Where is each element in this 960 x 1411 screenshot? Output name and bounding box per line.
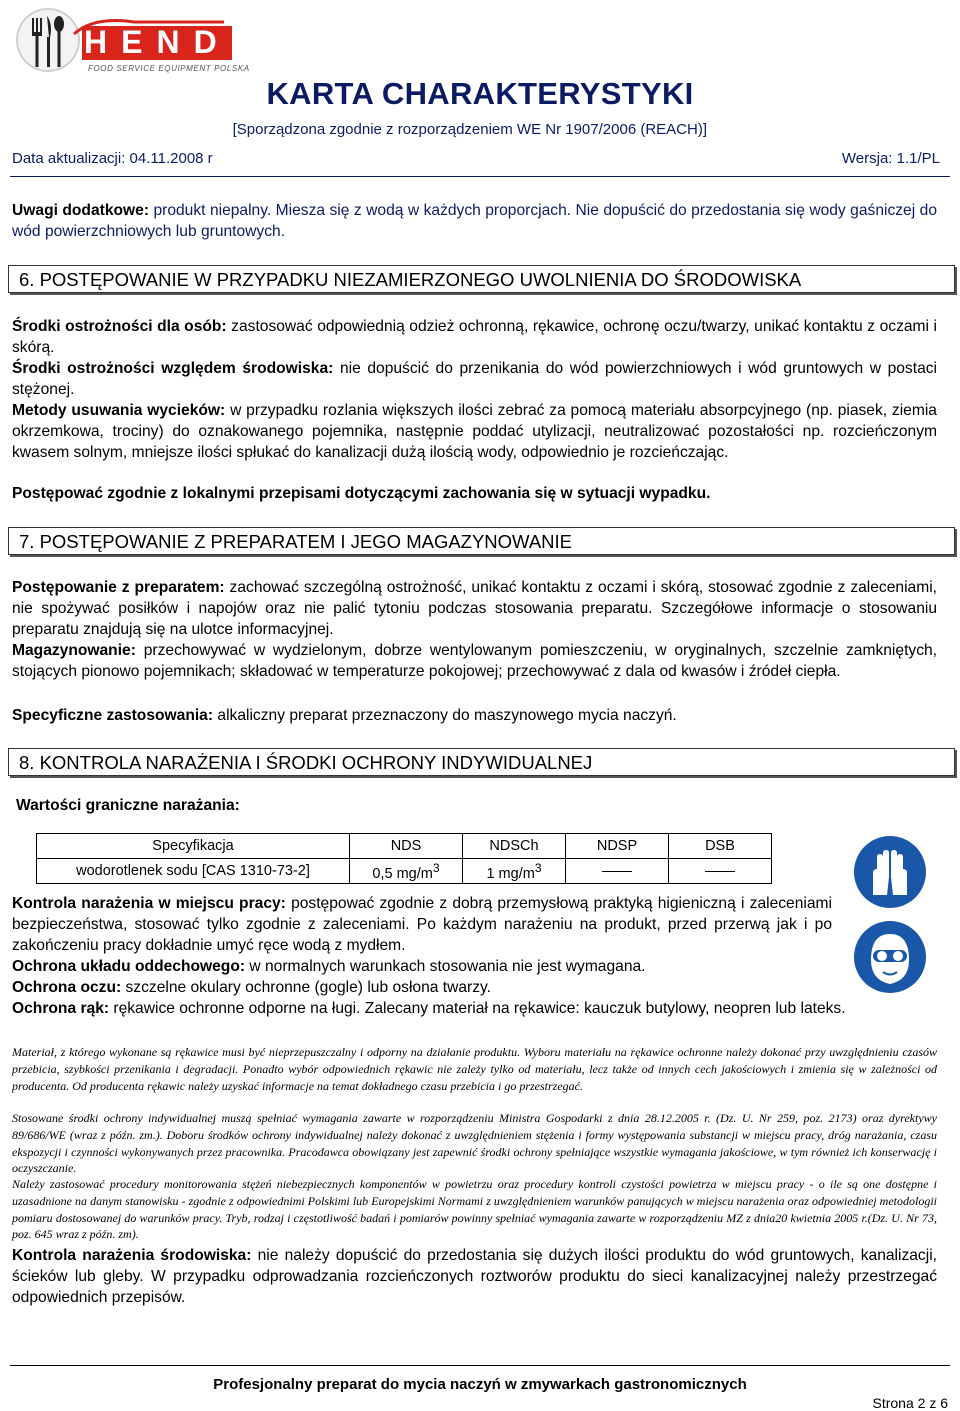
s6-p3-label: Metody usuwania wycieków: [12,402,226,419]
s8-eye-label: Ochrona oczu: [12,979,122,996]
s7-p2-text: przechowywać w wydzielonym, dobrze wentylowanym pomieszczeniu, w oryginalnych, szczelnie zamkniętych, stojących pionowo pojemnikach; składować w temperaturze pokojowej; przechowywać z dala od kwasów i źródeł ciepła. [12,642,937,680]
s7-p1-text: zachować szczególną ostrożność, unikać kontaktu z oczami i skórą, stosować zgodnie z zaleceniami, nie spożywać posiłków i napojów oraz nie palić tytoniu podczas stosowania preparatu. Szczegółowe informacje o stosowaniu preparatu znajdują się na ulotce informacyjnej. [12,579,937,638]
section-7-heading: 7. POSTĘPOWANIE Z PREPARATEM I JEGO MAGAZYNOWANIE [8,527,955,555]
notes-label: Uwagi dodatkowe: [12,202,150,219]
s8-workplace-control [12,893,832,956]
s6-p3-text: w przypadku rozlania większych ilości zebrać za pomocą materiału absorpcyjnego (np. piasek, ziemia okrzemkowa, trociny) do oznakowanego pojemnika, następnie poddać utylizacji, neutralizować pozostałości np. rozcieńczonym kwasem solnym, mniejsze ilości spłukać do kanalizacji dużą ilością wody, odpowiednio je rozcieńczając. [12,402,937,461]
s6-personal-precautions [12,316,937,358]
cell-ndsp [566,859,669,884]
update-date: Data aktualizacji: 04.11.2008 r [12,150,213,167]
document-subtitle: [Sporządzona zgodnie z rozporządzeniem WE Nr 1907/2006 (REACH)] [232,121,707,138]
s8-hand-protection [12,998,937,1019]
col-ndsch: NDSCh [463,834,566,859]
s6-local-regulations [12,483,937,504]
s6-p1-text: zastosować odpowiednią odzież ochronną, rękawice, ochronę oczu/twarzy, unikać kontaktu z oczami i skórą. [12,318,937,356]
header-divider [10,176,950,177]
section-6-heading: 6. POSTĘPOWANIE W PRZYPADKU NIEZAMIERZONEGO UWOLNIENIA DO ŚRODOWISKA [8,265,955,293]
page-number: Strona 2 z 6 [872,1395,948,1411]
s8-env-label: Kontrola narażenia środowiska: [12,1247,252,1264]
s8-eye-protection [12,977,937,998]
s6-p2-text: nie dopuścić do przenikania do wód powierzchniowych i wód gruntowych w postaci stężonej. [12,360,937,398]
cell-ndsch: 1 $mg/m^3$ [463,859,566,884]
gloves-pictogram-icon [853,835,927,909]
s8-hand-text: rękawice ochronne odporne na ługi. Zalecany materiał na rękawice: kauczuk butylowy, neopren lub lateks. [109,1000,846,1017]
s8-resp-label: Ochrona układu oddechowego: [12,958,246,975]
col-dsb: DSB [669,834,772,859]
s8-work-text: postępować zgodnie z dobrą przemysłową praktyką higieniczną i zaleceniami bezpieczeństwa, stosować tylko zgodnie z zaleceniami. Po każdym narażeniu na produkt, przed przerwą jak i po zakończeniu pracy dokładnie umyć ręce wodą z mydłem. [12,895,832,954]
s8-respiratory [12,956,937,977]
section-8-heading: 8. KONTROLA NARAŻENIA I ŚRODKI OCHRONY INDYWIDUALNEJ [8,748,955,776]
footer-divider [10,1365,950,1366]
exposure-limits-title: Wartości graniczne narażania: [16,797,240,814]
notes-text: produkt niepalny. Miesza się z wodą w każdych proporcjach. Nie dopuścić do przedostania się wody gaśniczej do wód powierzchniowych lub gruntowych. [12,202,937,240]
exposure-limits-table [36,833,772,884]
additional-notes [12,200,937,242]
s8-hand-label: Ochrona rąk: [12,1000,110,1017]
s8-environment-control [12,1245,937,1308]
s8-monitoring-note: Należy zastosować procedury monitorowania stężeń niebezpiecznych komponentów w powietrzu oraz procedury kontroli czystości powietrza w miejscu pracy - o ile są one dostępne i uzasadnione na danym stanowisku - zgodnie z odpowiednimi Polskimi lub Europejskimi Normami z uwzględnieniem warunków panujących w miejscu narażenia oraz odpowiedniej metodologii pomiaru dostosowanej do warunków pracy. Tryb, rodzaj i częstotliwość badań i pomiarów powinny spełniać wymagania zawarte w rozporządzeniu MZ z dnia20 kwietnia 2005 r.(Dz. U. Nr 73, poz. 645 wraz z późn. zm). [12,1177,937,1242]
cell-spec: wodorotlenek sodu [CAS 1310-73-2] [37,859,350,884]
document-title: KARTA CHARAKTERYSTYKI [266,76,694,111]
s7-p3-text: alkaliczny preparat przeznaczony do maszynowego mycia naczyń. [213,707,677,724]
version-label: Wersja: 1.1/PL [841,150,940,167]
s8-ppe-requirements-note: Stosowane środki ochrony indywidualnej muszą spełniać wymagania zawarte w rozporządzeniu Ministra Gospodarki z dnia 28.12.2005 r. (Dz. U. Nr 259, poz. 2173) oraz dyrektywy 89/686/WE (wraz z późn. zm.). Doboru środków ochrony indywidualnej należy dokonać z uwzględnieniem stężenia i formy występowania substancji w miejscu pracy, dróg narażania, czasu ekspozycji i czynności wykonywanych przez pracownika. Pracodawca obowiązany jest zapewnić środki ochrony spełniające wszystkie wymagania jakościowe, w tym również ich konserwację i oczyszczanie. [12,1111,937,1176]
s7-p2-label: Magazynowanie: [12,642,136,659]
s6-environmental-precautions [12,358,937,400]
s6-p2-label: Środki ostrożności względem środowiska: [12,360,334,377]
s6-p4: Postępować zgodnie z lokalnymi przepisami dotyczącymi zachowania się w sytuacji wypadku. [12,485,711,502]
col-spec: Specyfikacja [37,834,350,859]
s6-cleanup-methods [12,400,937,463]
cell-nds: 0,5 $mg/m^3$ [350,859,463,884]
s7-p1-label: Postępowanie z preparatem: [12,579,225,596]
table-header-row [37,834,772,859]
s8-env-text: nie należy dopuścić do przedostania się dużych ilości produktu do wód gruntowych, kanalizacji, ścieków lub gleby. W przypadku odprowadzania rozcieńczonych roztworów produktu do sieci kanalizacyjnej należy przestrzegać odpowiednich przepisów. [12,1247,937,1306]
s8-eye-text: szczelne okulary ochronne (gogle) lub osłona twarzy. [121,979,491,996]
cell-dsb [669,859,772,884]
s8-resp-text: w normalnych warunkach stosowania nie jest wymagana. [245,958,646,975]
s6-p1-label: Środki ostrożności dla osób: [12,318,227,335]
s7-handling [12,577,937,640]
s7-p3-label: Specyficzne zastosowania: [12,707,214,724]
footer-product-name: Profesjonalny preparat do mycia naczyń w zmywarkach gastronomicznych [213,1376,747,1393]
col-nds: NDS [350,834,463,859]
company-logo [14,4,254,80]
s7-specific-uses [12,705,937,726]
col-ndsp: NDSP [566,834,669,859]
s8-glove-material-note: Materiał, z którego wykonane są rękawice musi być nieprzepuszczalny i odporny na działanie produktu. Wyboru materiału na rękawice ochronne należy dokonać przy uwzględnieniu czasów przebicia, szybkości przenikania i degradacji. Ponadto wybór odpowiednich rękawic nie zależy tylko od materiału, lecz także od innych cech jakościowych i zmienia się w zależności od producenta. Od producenta rękawic należy uzyskać informacje na temat dokładnego czasu przebicia i go przestrzegać. [12,1045,937,1093]
logo-tagline: FOOD SERVICE EQUIPMENT POLSKA [88,64,250,73]
s8-work-label: Kontrola narażenia w miejscu pracy: [12,895,286,912]
logo-wordmark: HENDI [84,24,254,60]
table-row [37,859,772,884]
s7-storage [12,640,937,682]
